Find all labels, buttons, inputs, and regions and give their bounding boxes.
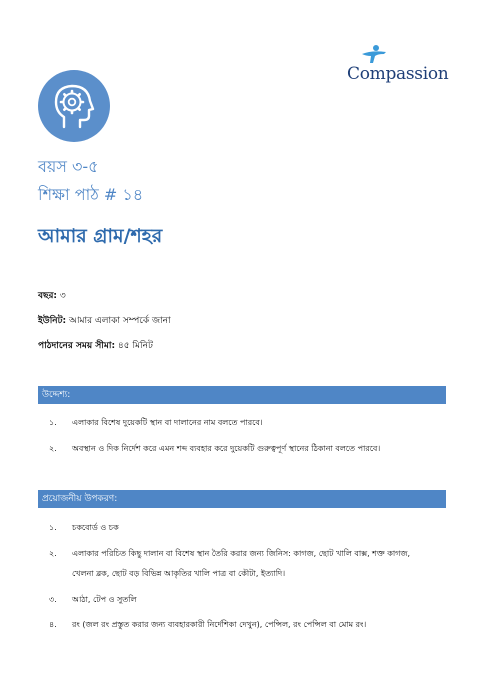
meta-time [38, 338, 153, 353]
age-range: বয়স ৩-৫ [38, 157, 99, 176]
lesson-number: শিক্ষা পাঠ # ১৪ [38, 185, 144, 204]
list-item [49, 443, 381, 456]
list-item [49, 548, 411, 561]
meta-year [38, 288, 66, 303]
list-text: রং (জল রং প্রস্তুত করার জন্য ব্যবহারকারী নির্দেশিকা দেখুন), পেন্সিল, রং পেন্সিল বা মোম রং। [72, 620, 367, 629]
list-number: ১. [49, 523, 57, 532]
list-text: আঠা, টেপ ও সুতলি [72, 595, 137, 604]
list-number: ৪. [49, 620, 57, 629]
time-label: পাঠদানের সময় সীমা: [38, 341, 116, 351]
materials-heading: প্রয়োজনীয় উপকরণ: [38, 490, 446, 508]
list-text: চকবোর্ড ও চক [72, 523, 119, 532]
list-item [49, 522, 119, 535]
unit-label: ইউনিট: [38, 316, 67, 326]
objectives-heading: উদ্দেশ্য: [38, 386, 446, 404]
lesson-badge [38, 70, 110, 142]
unit-value: আমার এলাকা সম্পর্কে জানা [69, 316, 171, 326]
year-label: বছর: [38, 291, 58, 301]
list-item [49, 417, 263, 430]
head-gear-icon [52, 83, 96, 129]
list-text: এলাকার পরিচিত কিছু দালান বা বিশেষ স্থান তৈরি করার জন্য জিনিস: কাগজ, ছোট খালি বাক্স, শক্ত কাগজ, [72, 549, 411, 558]
brand-name: Compassion [347, 64, 449, 84]
time-value: ৪৫ মিনিট [117, 341, 153, 351]
page-title: আমার গ্রাম/শহর [38, 225, 163, 247]
meta-unit [38, 313, 171, 328]
list-item [49, 619, 367, 632]
list-item [49, 594, 137, 607]
list-text: অবস্থান ও দিক নির্দেশ করে এমন শব্দ ব্যবহার করে দুয়েকটি গুরুত্বপূর্ণ স্থানের ঠিকানা বলতে পারবে। [72, 444, 381, 453]
list-number: ২. [49, 549, 57, 558]
compassion-logo [344, 44, 449, 88]
year-value: ৩ [59, 291, 66, 301]
list-number: ১. [49, 418, 57, 427]
list-number: ৩. [49, 595, 57, 604]
list-text: এলাকার বিশেষ দুয়েকটি স্থান বা দালানের নাম বলতে পারবে। [72, 418, 263, 427]
list-item-continuation: খেলনা ব্লক, ছোট বড় বিভিন্ন আকৃতির খালি পাত্র বা কৌটা, ইত্যাদি। [72, 569, 286, 578]
list-number: ২. [49, 444, 57, 453]
